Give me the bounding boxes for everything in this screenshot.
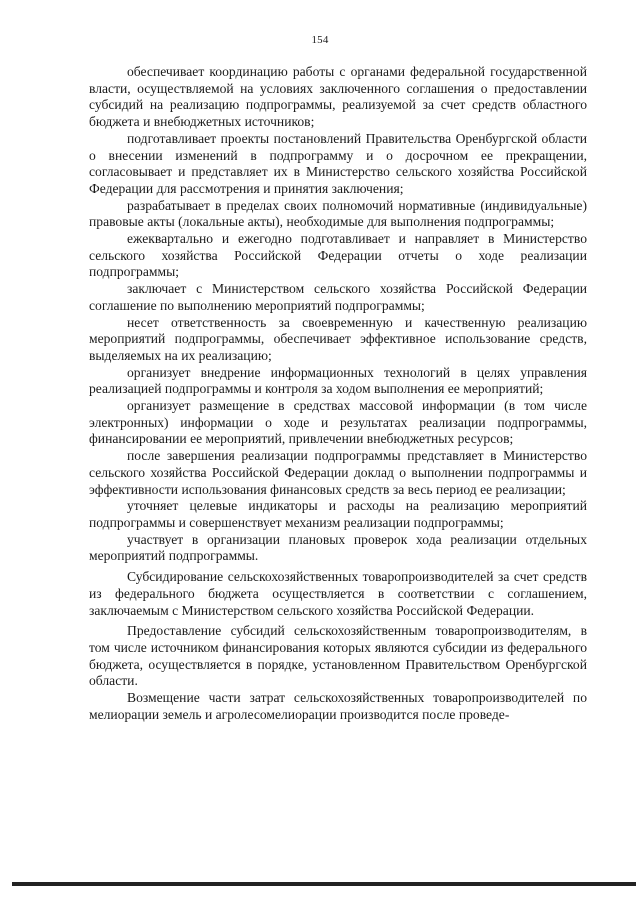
paragraph: организует размещение в средствах массовой информации (в том числе электронных) информации о ходе и результатах реализации подпрограммы, финансировании ее мероприятий, привлечении внебюджетных ресурсов; [89, 398, 587, 447]
paragraph: уточняет целевые индикаторы и расходы на реализацию мероприятий подпрограммы и совершенствует механизм реализации подпрограммы; [89, 498, 587, 530]
paragraph: Возмещение части затрат сельскохозяйственных товаропроизводителей по мелиорации земель и агролесомелиорации производится после проведе- [89, 690, 587, 722]
bottom-rule [12, 882, 636, 886]
page-number: 154 [311, 34, 329, 46]
paragraph: организует внедрение информационных технологий в целях управления реализацией подпрограммы и контроля за ходом выполнения ее мероприятий; [89, 364, 587, 397]
paragraph: Субсидирование сельскохозяйственных товаропроизводителей за счет средств из федерального бюджета осуществляется в соответствии с соглашением, заключаемым с Министерством сельского хозяйства Российской Федерации. [89, 569, 587, 618]
paragraph: разрабатывает в пределах своих полномочий нормативные (индивидуальные) правовые акты (локальные акты), необходимые для выполнения подпрограммы; [89, 197, 587, 230]
paragraph: Предоставление субсидий сельскохозяйственным товаропроизводителям, в том числе источником финансирования которых являются субсидии из федерального бюджета, осуществляется в порядке, установленном Правительством Оренбургской области. [89, 623, 587, 689]
paragraph: подготавливает проекты постановлений Правительства Оренбургской области о внесении изменений в подпрограмму и о досрочном ее прекращении, согласовывает и представляет их в Министерство сельского хозяйства Российской Федерации для рассмотрения и принятия заключения; [89, 130, 587, 196]
paragraph: заключает с Министерством сельского хозяйства Российской Федерации соглашение по выполнению мероприятий подпрограммы; [89, 281, 587, 313]
document-body [89, 64, 587, 723]
paragraph: ежеквартально и ежегодно подготавливает и направляет в Министерство сельского хозяйства Российской Федерации отчеты о ходе реализации подпрограммы; [89, 231, 587, 280]
paragraph: после завершения реализации подпрограммы представляет в Министерство сельского хозяйства Российской Федерации доклад о выполнении подпрограммы и эффективности использования финансовых средств за весь период ее реализации; [89, 448, 587, 497]
paragraph: участвует в организации плановых проверок хода реализации отдельных мероприятий подпрограммы. [89, 531, 587, 564]
paragraph: несет ответственность за своевременную и качественную реализацию мероприятий подпрограммы, обеспечивает эффективное использование средств, выделяемых на их реализацию; [89, 314, 587, 363]
paragraph: обеспечивает координацию работы с органами федеральной государственной власти, осуществляемой на условиях заключенного соглашения о предоставлении субсидий на реализацию подпрограммы, реализуемой за счет средств областного бюджета и внебюджетных источников; [89, 64, 587, 130]
